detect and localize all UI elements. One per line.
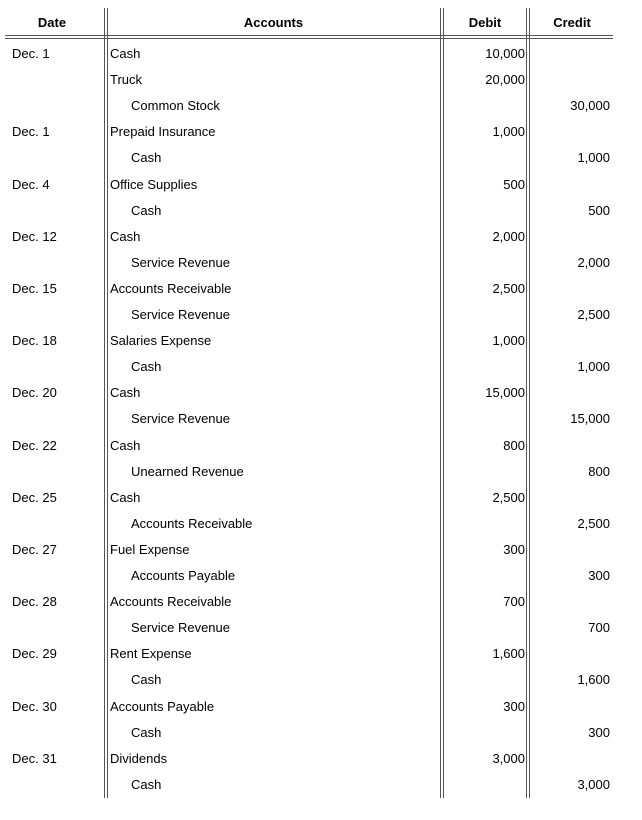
entry-account: Cash (110, 46, 141, 61)
entry-account: Accounts Payable (131, 568, 236, 583)
entry-account: Fuel Expense (110, 542, 190, 557)
col-divider (443, 8, 444, 798)
col-divider (526, 8, 527, 798)
entry-account: Cash (131, 203, 162, 218)
entry-account: Accounts Receivable (110, 594, 232, 609)
entry-date: Dec. 30 (12, 699, 57, 714)
entry-account: Common Stock (131, 98, 220, 113)
entry-date: Dec. 4 (12, 177, 50, 192)
entry-credit: 30,000 (570, 98, 610, 113)
entry-debit: 1,000 (492, 333, 525, 348)
entry-credit: 3,000 (577, 777, 610, 792)
entry-debit: 300 (503, 699, 525, 714)
entry-date: Dec. 27 (12, 542, 57, 557)
col-divider (440, 8, 441, 798)
entry-credit: 1,000 (577, 150, 610, 165)
entry-account: Service Revenue (131, 255, 230, 270)
entry-account: Dividends (110, 751, 168, 766)
entry-date: Dec. 20 (12, 385, 57, 400)
entry-account: Service Revenue (131, 307, 230, 322)
entry-date: Dec. 15 (12, 281, 57, 296)
entry-credit: 700 (588, 620, 610, 635)
entry-credit: 500 (588, 203, 610, 218)
entry-account: Prepaid Insurance (110, 124, 216, 139)
entry-date: Dec. 29 (12, 646, 57, 661)
entry-debit: 15,000 (485, 385, 525, 400)
entry-debit: 500 (503, 177, 525, 192)
entry-account: Cash (131, 150, 162, 165)
entry-debit: 800 (503, 438, 525, 453)
header-accounts: Accounts (243, 15, 304, 30)
entry-account: Cash (131, 672, 162, 687)
entry-debit: 2,000 (492, 229, 525, 244)
entry-account: Office Supplies (110, 177, 198, 192)
entry-account: Rent Expense (110, 646, 192, 661)
entry-credit: 1,600 (577, 672, 610, 687)
entry-account: Service Revenue (131, 620, 230, 635)
entry-debit: 1,000 (492, 124, 525, 139)
header-rule-bottom (5, 38, 613, 39)
entry-debit: 20,000 (485, 72, 525, 87)
entry-account: Cash (131, 359, 162, 374)
entry-credit: 300 (588, 725, 610, 740)
entry-date: Dec. 12 (12, 229, 57, 244)
entry-account: Accounts Payable (110, 699, 215, 714)
entry-account: Cash (110, 490, 141, 505)
entry-date: Dec. 28 (12, 594, 57, 609)
col-divider (529, 8, 530, 798)
entry-date: Dec. 1 (12, 124, 50, 139)
entry-debit: 1,600 (492, 646, 525, 661)
entry-debit: 10,000 (485, 46, 525, 61)
entry-credit: 800 (588, 464, 610, 479)
entry-account: Cash (131, 777, 162, 792)
entry-account: Cash (110, 385, 141, 400)
entry-date: Dec. 18 (12, 333, 57, 348)
entry-credit: 2,500 (577, 516, 610, 531)
header-rule-top (5, 35, 613, 36)
col-divider (107, 8, 108, 798)
entry-date: Dec. 22 (12, 438, 57, 453)
entry-date: Dec. 25 (12, 490, 57, 505)
entry-date: Dec. 31 (12, 751, 57, 766)
entry-account: Salaries Expense (110, 333, 212, 348)
entry-account: Cash (131, 725, 162, 740)
entry-debit: 3,000 (492, 751, 525, 766)
entry-account: Cash (110, 438, 141, 453)
entry-credit: 300 (588, 568, 610, 583)
entry-debit: 300 (503, 542, 525, 557)
entry-date: Dec. 1 (12, 46, 50, 61)
entry-credit: 1,000 (577, 359, 610, 374)
entry-credit: 2,500 (577, 307, 610, 322)
entry-account: Unearned Revenue (131, 464, 244, 479)
header-date: Date (37, 15, 67, 30)
entry-account: Service Revenue (131, 411, 230, 426)
entry-debit: 700 (503, 594, 525, 609)
entry-account: Accounts Receivable (110, 281, 232, 296)
header-credit: Credit (553, 15, 591, 30)
entry-account: Accounts Receivable (131, 516, 253, 531)
entry-account: Cash (110, 229, 141, 244)
entry-credit: 2,000 (577, 255, 610, 270)
header-debit: Debit (468, 15, 502, 30)
entry-debit: 2,500 (492, 490, 525, 505)
col-divider (104, 8, 105, 798)
entry-credit: 15,000 (570, 411, 610, 426)
entry-debit: 2,500 (492, 281, 525, 296)
entry-account: Truck (110, 72, 143, 87)
